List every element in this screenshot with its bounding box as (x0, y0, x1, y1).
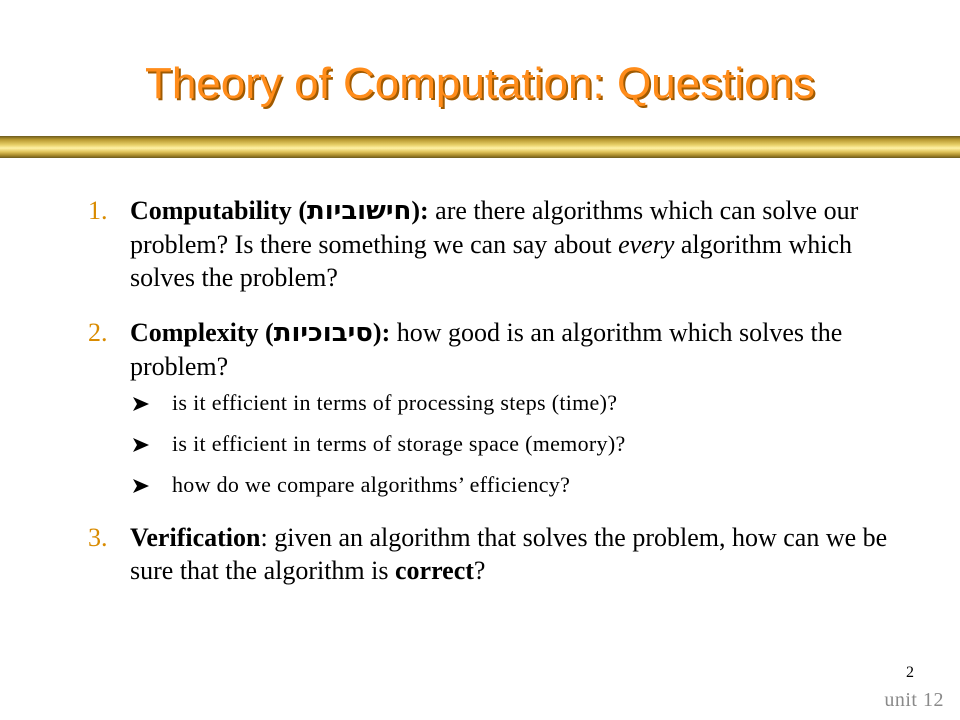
question-list (88, 194, 918, 587)
item-term: Verification (130, 523, 261, 552)
close-paren: ): (411, 196, 429, 225)
slide-title: Theory of Computation: Questions (144, 59, 816, 108)
unit-label: unit 12 (884, 689, 944, 711)
open-paren: ( (291, 196, 307, 225)
item-number: 2. (88, 318, 108, 347)
arrow-bullet-icon (132, 395, 150, 413)
item-text: are there algorithms which can solve our problem? Is there something we can say about (130, 196, 859, 259)
item-text: : given an algorithm that solves the problem, how can we be sure that the algorithm is (130, 523, 888, 585)
item-number: 1. (88, 196, 108, 225)
close-paren: ): (372, 318, 391, 347)
complexity-subitems (130, 389, 918, 499)
subitem (130, 471, 918, 499)
item-strong: correct (395, 556, 474, 585)
question-item-complexity (88, 316, 918, 499)
subitem (130, 389, 918, 417)
hebrew-term: סיבוכיות (273, 318, 373, 348)
arrow-bullet-icon (132, 436, 150, 454)
subitem-text: is it efficient in terms of storage space (memory)? (172, 431, 626, 456)
title-divider-bar (0, 136, 960, 158)
subitem-text: how do we compare algorithms’ efficiency? (172, 472, 571, 497)
item-emphasis: every (618, 230, 675, 259)
subitem-text: is it efficient in terms of processing steps (time)? (172, 390, 618, 415)
arrow-bullet-icon (132, 477, 150, 495)
subitem (130, 430, 918, 458)
item-text-end: algorithm which solves the problem? (130, 230, 852, 292)
page-number: 2 (906, 664, 914, 681)
item-term: Computability (130, 196, 292, 225)
question-item-verification (88, 521, 918, 587)
item-text: how good is an algorithm which solves the problem? (130, 318, 843, 381)
item-term: Complexity (130, 318, 259, 347)
item-number: 3. (88, 523, 108, 552)
question-item-computability (88, 194, 918, 294)
item-text-end: ? (473, 556, 486, 585)
hebrew-term: חישוביות (306, 196, 412, 226)
open-paren: ( (258, 318, 274, 347)
